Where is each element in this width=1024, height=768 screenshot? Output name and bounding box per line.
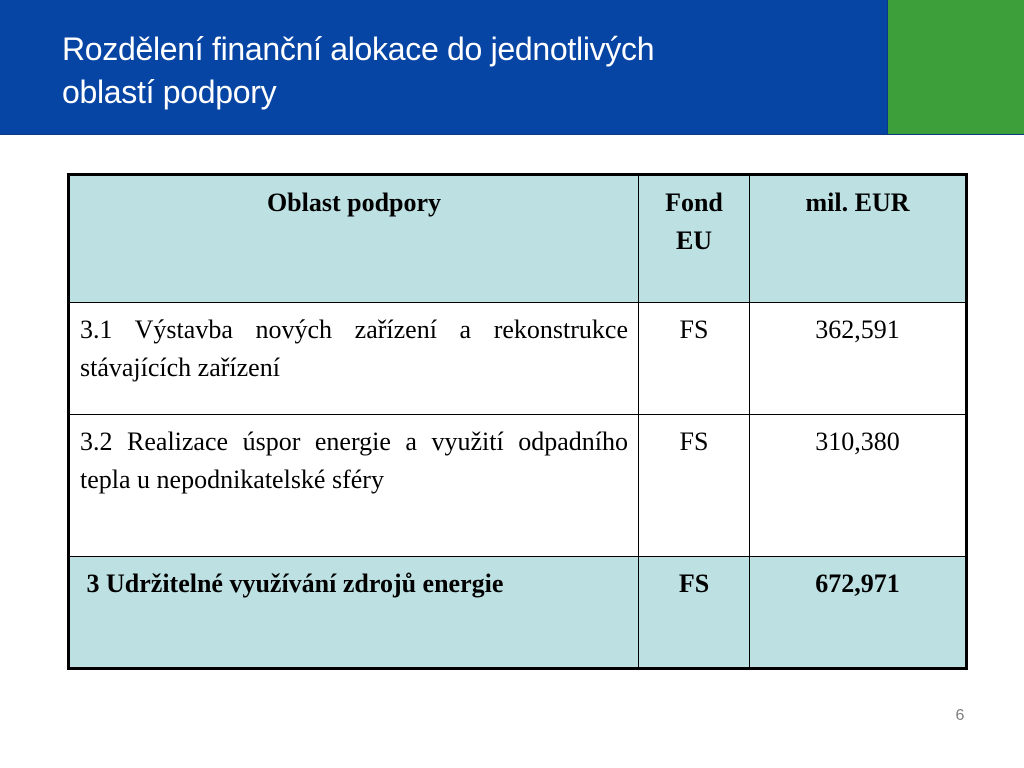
cell-amount: 310,380 (750, 415, 967, 557)
accent-bar (888, 0, 1024, 135)
allocation-table-container (67, 173, 965, 670)
cell-total-fund: FS (639, 557, 750, 669)
cell-total-amount: 672,971 (750, 557, 967, 669)
title-bar (0, 0, 888, 135)
column-header-amount: mil. EUR (750, 175, 967, 303)
slide-title: Rozdělení finanční alokace do jednotlivých oblastí podpory (62, 31, 655, 110)
cell-area: 3.1 Výstavba nových zařízení a rekonstrukce stávajících zařízení (69, 303, 639, 415)
cell-area: 3.2 Realizace úspor energie a využití odpadního tepla u nepodnikatelské sféry (69, 415, 639, 557)
cell-total-area: 3 Udržitelné využívání zdrojů energie (69, 557, 639, 669)
column-header-area: Oblast podpory (69, 175, 639, 303)
allocation-table (67, 173, 968, 670)
table-total-row (69, 557, 967, 669)
column-header-fund: Fond EU (639, 175, 750, 303)
table-row (69, 415, 967, 557)
page-number: 6 (955, 707, 965, 724)
table-header-row (69, 175, 967, 303)
cell-fund: FS (639, 415, 750, 557)
cell-fund: FS (639, 303, 750, 415)
table-row (69, 303, 967, 415)
cell-amount: 362,591 (750, 303, 967, 415)
